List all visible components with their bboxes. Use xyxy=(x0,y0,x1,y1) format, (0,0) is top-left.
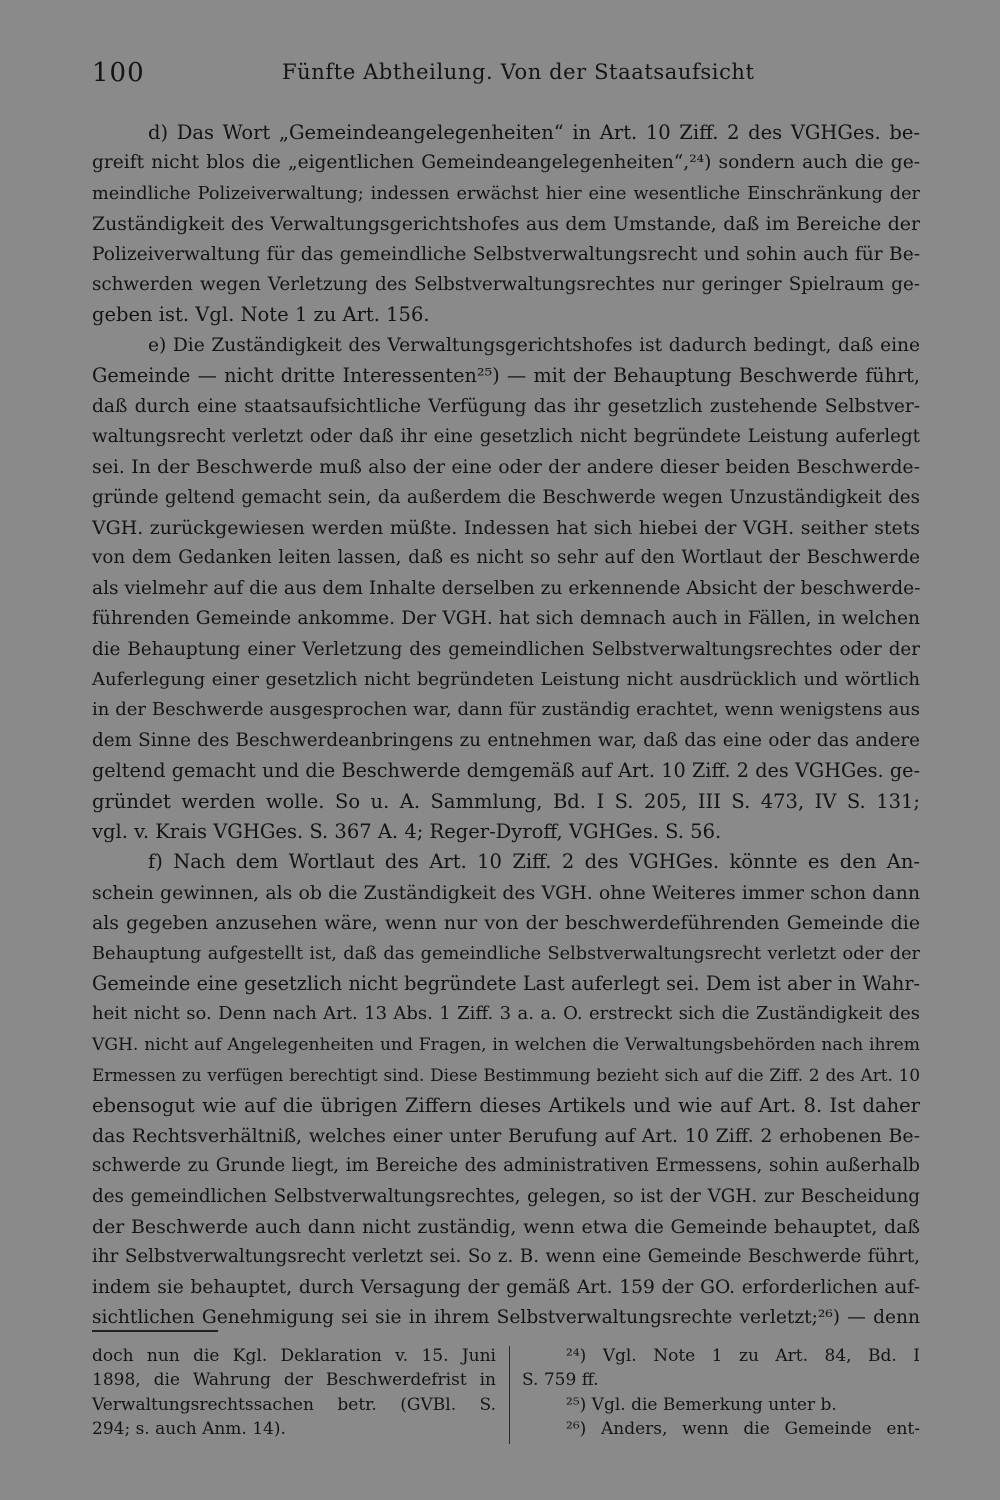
footnote-rule xyxy=(92,1330,218,1332)
text-line: meindliche Polizeiverwaltung; indessen erwächst hier eine wesentliche Einschränkung der xyxy=(92,183,920,204)
text-line: greift nicht blos die „eigentlichen Gemeindeangelegenheiten“,²⁴) sondern auch die ge- xyxy=(92,152,920,174)
footnote-25: ²⁵) Vgl. die Bemerkung unter b. xyxy=(566,1394,837,1415)
text-line: Ermessen zu verfügen berechtigt sind. Diese Bestimmung bezieht sich auf die Ziff. 2 des Art. 10 xyxy=(92,1065,920,1086)
text-line: von dem Gedanken leiten lassen, daß es nicht so sehr auf den Wortlaut der Beschwerde xyxy=(92,547,920,569)
footnote-line: 1898, die Wahrung der Beschwerdefrist in xyxy=(92,1370,496,1391)
footnote-column-divider xyxy=(509,1346,510,1444)
text-line: vgl. v. Krais VGHGes. S. 367 A. 4; Reger-Dyroff, VGHGes. S. 56. xyxy=(92,819,722,843)
footnote-24: ²⁴) Vgl. Note 1 zu Art. 84, Bd. I xyxy=(566,1346,920,1366)
text-line: dem Sinne des Beschwerdeanbringens zu entnehmen war, daß das eine oder das andere xyxy=(92,729,920,751)
paragraph-f xyxy=(92,847,920,1333)
footnotes-right-column xyxy=(522,1344,920,1442)
text-line: gründe geltend gemacht sein, da außerdem die Beschwerde wegen Unzuständigkeit des xyxy=(92,486,920,508)
text-line: schwerden wegen Verletzung des Selbstverwaltungsrechtes nur geringer Spielraum ge- xyxy=(92,273,920,295)
text-line: schein gewinnen, als ob die Zuständigkeit des VGH. ohne Weiteres immer schon dann xyxy=(92,881,920,904)
text-line: f) Nach dem Wortlaut des Art. 10 Ziff. 2 des VGHGes. könnte es den An- xyxy=(148,850,920,874)
text-line: der Beschwerde auch dann nicht zuständig, wenn etwa die Gemeinde behauptet, daß xyxy=(92,1216,920,1239)
text-line: Behauptung aufgestellt ist, daß das gemeindliche Selbstverwaltungsrecht verletzt oder der xyxy=(92,943,920,964)
text-line: d) Das Wort „Gemeindeangelegenheiten“ in Art. 10 Ziff. 2 des VGHGes. be- xyxy=(148,121,920,144)
text-line: gründet werden wolle. So u. A. Sammlung, Bd. I S. 205, III S. 473, IV S. 131; xyxy=(92,789,920,813)
text-line: VGH. nicht auf Angelegenheiten und Fragen, in welchen die Verwaltungsbehörden nach ihrem xyxy=(92,1034,920,1055)
text-line: schwerde zu Grunde liegt, im Bereiche des administrativen Ermessens, sohin außerhalb xyxy=(92,1155,920,1177)
paragraph-d xyxy=(92,118,920,331)
text-line: ihr Selbstverwaltungsrecht verletzt sei. So z. B. wenn eine Gemeinde Beschwerde führt, xyxy=(92,1246,920,1268)
footnote-line: 294; s. auch Anm. 14). xyxy=(92,1419,286,1440)
page-number: 100 xyxy=(92,58,145,88)
paragraph-e xyxy=(92,331,920,848)
text-line: sichtlichen Genehmigung sei sie in ihrem Selbstverwaltungsrechte verletzt;²⁶) — denn xyxy=(92,1307,920,1329)
text-line: e) Die Zuständigkeit des Verwaltungsgerichtshofes ist dadurch bedingt, daß eine xyxy=(148,334,920,356)
text-line: indem sie behauptet, durch Versagung der gemäß Art. 159 der GO. erforderlichen auf- xyxy=(92,1276,920,1298)
text-line: geben ist. Vgl. Note 1 zu Art. 156. xyxy=(92,303,430,327)
text-line: Gemeinde eine gesetzlich nicht begründete Last auferlegt sei. Dem ist aber in Wahr- xyxy=(92,971,920,995)
text-line: Auferlegung einer gesetzlich nicht begründeten Leistung nicht ausdrücklich und wörtlich xyxy=(92,669,920,691)
footnote-line: Verwaltungsrechtssachen betr. (GVBl. S. xyxy=(92,1394,496,1415)
text-line: als vielmehr auf die aus dem Inhalte derselben zu erkennende Absicht der beschwerde- xyxy=(92,577,921,599)
text-line: geltend gemacht und die Beschwerde demgemäß auf Art. 10 Ziff. 2 des VGHGes. ge- xyxy=(92,759,920,783)
footnote-26: ²⁶) Anders, wenn die Gemeinde ent- xyxy=(566,1419,920,1440)
running-title: Fünfte Abtheilung. Von der Staatsaufsicht xyxy=(282,60,755,84)
text-line: die Behauptung einer Verletzung des gemeindlichen Selbstverwaltungsrechtes oder der xyxy=(92,638,920,660)
text-line: des gemeindlichen Selbstverwaltungsrechtes, gelegen, so ist der VGH. zur Bescheidung xyxy=(92,1185,920,1207)
text-line: heit nicht so. Denn nach Art. 13 Abs. 1 Ziff. 3 a. a. O. erstreckt sich die Zuständigkeit des xyxy=(92,1003,920,1025)
text-line: als gegeben anzusehen wäre, wenn nur von der beschwerdeführenden Gemeinde die xyxy=(92,912,920,935)
text-line: Polizeiverwaltung für das gemeindliche Selbstverwaltungsrecht und sohin auch für Be- xyxy=(92,243,920,265)
text-line: ebensogut wie auf die übrigen Ziffern dieses Artikels und wie auf Art. 8. Ist daher xyxy=(92,1093,920,1117)
text-line: das Rechtsverhältniß, welches einer unter Berufung auf Art. 10 Ziff. 2 erhobenen Be- xyxy=(92,1124,920,1147)
text-line: daß durch eine staatsaufsichtliche Verfügung das ihr gesetzlich zustehende Selbstver- xyxy=(92,395,920,417)
footnotes-left-column xyxy=(92,1344,496,1442)
text-line: Gemeinde — nicht dritte Interessenten²⁵) — mit der Behauptung Beschwerde führt, xyxy=(92,364,920,388)
text-line: sei. In der Beschwerde muß also der eine oder der andere dieser beiden Beschwerde- xyxy=(92,456,920,479)
text-line: waltungsrecht verletzt oder daß ihr eine gesetzlich nicht begründete Leistung auferlegt xyxy=(92,425,920,447)
footnote-line: doch nun die Kgl. Deklaration v. 15. Juni xyxy=(92,1346,496,1366)
text-line: Zuständigkeit des Verwaltungsgerichtshofes aus dem Umstande, daß im Bereiche der xyxy=(92,213,920,236)
text-line: in der Beschwerde ausgesprochen war, dann für zuständig erachtet, wenn wenigstens aus xyxy=(92,699,920,721)
running-head xyxy=(92,52,920,92)
text-line: führenden Gemeinde ankomme. Der VGH. hat sich demnach auch in Fällen, in welchen xyxy=(92,608,920,630)
body-text xyxy=(92,118,920,1334)
text-line: VGH. zurückgewiesen werden müßte. Indessen hat sich hiebei der VGH. seither stets xyxy=(92,517,920,540)
footnote-line: S. 759 ff. xyxy=(522,1370,599,1391)
